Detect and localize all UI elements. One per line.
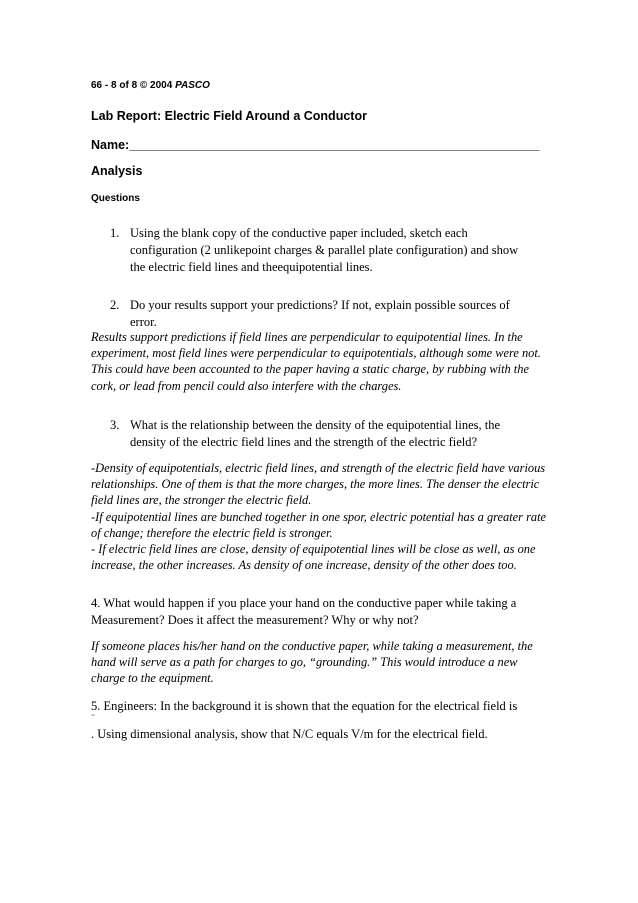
question-text: What is the relationship between the density of the equipotential lines, the density of the electric field lines and the strength of the electric field? [130, 418, 501, 449]
answer-3-paragraph: - If electric field lines are close, density of equipotential lines will be close as well, as one increase, the other increases. As density of one increase, density of the other does too. [91, 542, 536, 573]
answer-2: Results support predictions if field lines are perpendicular to equipotential lines. In the experiment, most field lines were perpendicular to equipotentials, although some were not. This could have been accounted to the paper having a static charge, by rubbing with the cork, or lead from pencil could also interfere with the charges. [91, 330, 541, 393]
answer-4: If someone places his/her hand on the conductive paper, while taking a measurement, the hand will serve as a path for charges to go, “grounding.” This would introduce a new charge to the equipment. [91, 639, 533, 686]
question-1 [110, 225, 540, 277]
question-4: 4. What would happen if you place your hand on the conductive paper while taking a Measurement? Does it affect the measurement? Why or why not? [91, 596, 517, 627]
questions-heading: Questions [91, 193, 140, 204]
question-text: Do your results support your predictions? If not, explain possible sources of error. [130, 298, 510, 329]
answer-3 [91, 460, 551, 573]
question-2 [110, 297, 540, 331]
page-header [91, 80, 210, 91]
question-number: 2. [110, 298, 120, 312]
question-number: 3. [110, 418, 120, 432]
publisher-name: PASCO [175, 80, 210, 91]
answer-3-paragraph: -If equipotential lines are bunched together in one spor, electric potential has a greater rate of change; therefore the electric field is stronger. [91, 509, 547, 540]
question-number: 1. [110, 226, 120, 240]
name-field-line: Name:___________________________________________________________ [91, 138, 540, 152]
question-5: 5. Engineers: In the background it is shown that the equation for the electrical field is [91, 699, 518, 713]
answer-3-paragraph: -Density of equipotentials, electric field lines, and strength of the electric field have various relationships. One of them is that the more charges, the more lines. The denser the electric field lines are, the stronger the electric field. [91, 461, 546, 508]
question-5-continuation: . Using dimensional analysis, show that N/C equals V/m for the electrical field. [91, 727, 488, 741]
page-reference: 66 - 8 of 8 © 2004 [91, 80, 173, 91]
equation-placeholder-mark: ⁼ [91, 712, 96, 721]
question-text: Using the blank copy of the conductive paper included, sketch each configuration (2 unlikepoint charges & parallel plate configuration) and show the electric field lines and theequipotential lines. [130, 226, 519, 274]
question-3 [110, 417, 540, 451]
report-title: Lab Report: Electric Field Around a Conductor [91, 109, 367, 123]
analysis-heading: Analysis [91, 164, 143, 178]
